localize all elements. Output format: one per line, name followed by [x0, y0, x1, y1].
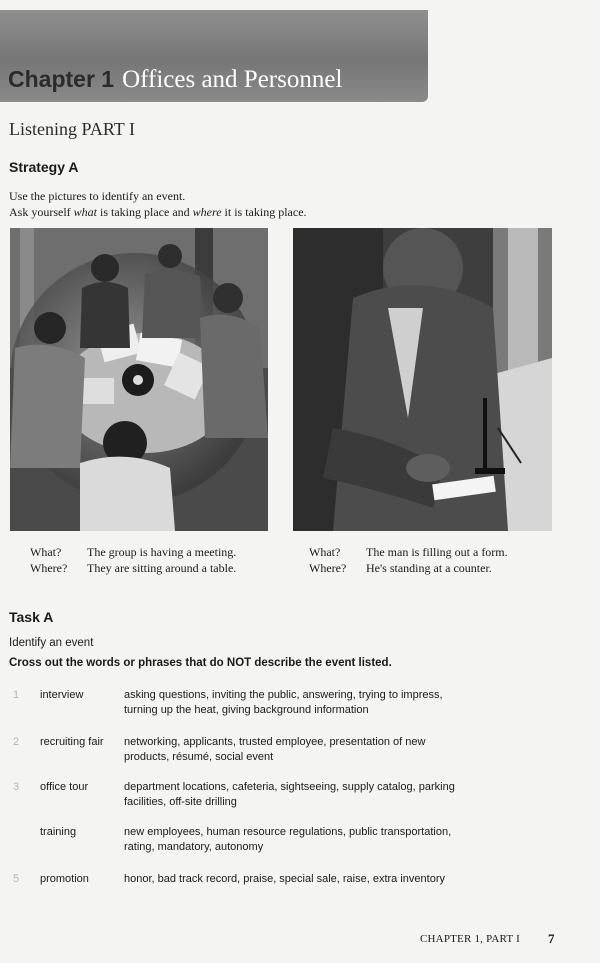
chapter-banner — [0, 10, 428, 102]
item-term: promotion — [40, 873, 89, 885]
where-text: They are sitting around a table. — [87, 561, 237, 575]
section-title: Listening PART I — [9, 119, 135, 139]
item-term: training — [40, 826, 77, 838]
what-text: The group is having a meeting. — [87, 545, 237, 559]
page-number: 7 — [548, 931, 555, 946]
item-number: 1 — [13, 689, 20, 701]
item-term: office tour — [40, 781, 89, 793]
intro-line-1: Use the pictures to identify an event. — [9, 189, 186, 203]
what-label: What? — [309, 545, 341, 559]
caption-where-row — [309, 560, 508, 576]
strategy-title: Strategy A — [9, 159, 79, 175]
meeting-photo — [10, 228, 268, 531]
item-words: department locations, cafeteria, sightseeing, supply catalog, parking facilities, off-site drilling — [124, 781, 455, 808]
emphasis-what: what — [73, 205, 98, 219]
where-text: He's standing at a counter. — [366, 561, 492, 575]
item-number: 5 — [13, 873, 20, 885]
caption-counter — [309, 544, 508, 576]
task-title: Task A — [9, 609, 54, 625]
task-subtitle: Identify an event — [9, 637, 94, 649]
item-term: recruiting fair — [40, 736, 104, 748]
counter-photo — [293, 228, 552, 531]
emphasis-where: where — [192, 205, 222, 219]
item-number: 3 — [13, 781, 20, 793]
caption-what-row — [309, 544, 508, 560]
where-label: Where? — [30, 561, 68, 575]
item-words: networking, applicants, trusted employee, presentation of new products, résumé, social event — [124, 736, 426, 763]
counter-photo-illustration — [293, 228, 552, 531]
chapter-heading — [8, 66, 342, 94]
caption-where-row — [30, 560, 236, 576]
meeting-photo-illustration — [10, 228, 268, 531]
where-label: Where? — [309, 561, 347, 575]
strategy-intro — [9, 188, 307, 220]
caption-what-row — [30, 544, 236, 560]
what-text: The man is filling out a form. — [366, 545, 508, 559]
chapter-title: Offices and Personnel — [122, 66, 343, 93]
item-words: honor, bad track record, praise, special sale, raise, extra inventory — [124, 873, 445, 885]
task-instruction: Cross out the words or phrases that do NOT describe the event listed. — [9, 657, 392, 669]
item-term: interview — [40, 689, 84, 701]
item-number: 2 — [13, 736, 20, 748]
item-words: new employees, human resource regulations, public transportation, rating, mandatory, autonomy — [124, 826, 452, 853]
footer-label: CHAPTER 1, PART I — [420, 933, 520, 945]
page-footer — [420, 931, 555, 946]
caption-meeting — [30, 544, 236, 576]
intro-line-2: Ask yourself what is taking place and where it is taking place. — [9, 205, 307, 219]
item-words: asking questions, inviting the public, answering, trying to impress, turning up the heat, giving background information — [124, 689, 443, 716]
what-label: What? — [30, 545, 62, 559]
chapter-label: Chapter 1 — [8, 66, 115, 92]
